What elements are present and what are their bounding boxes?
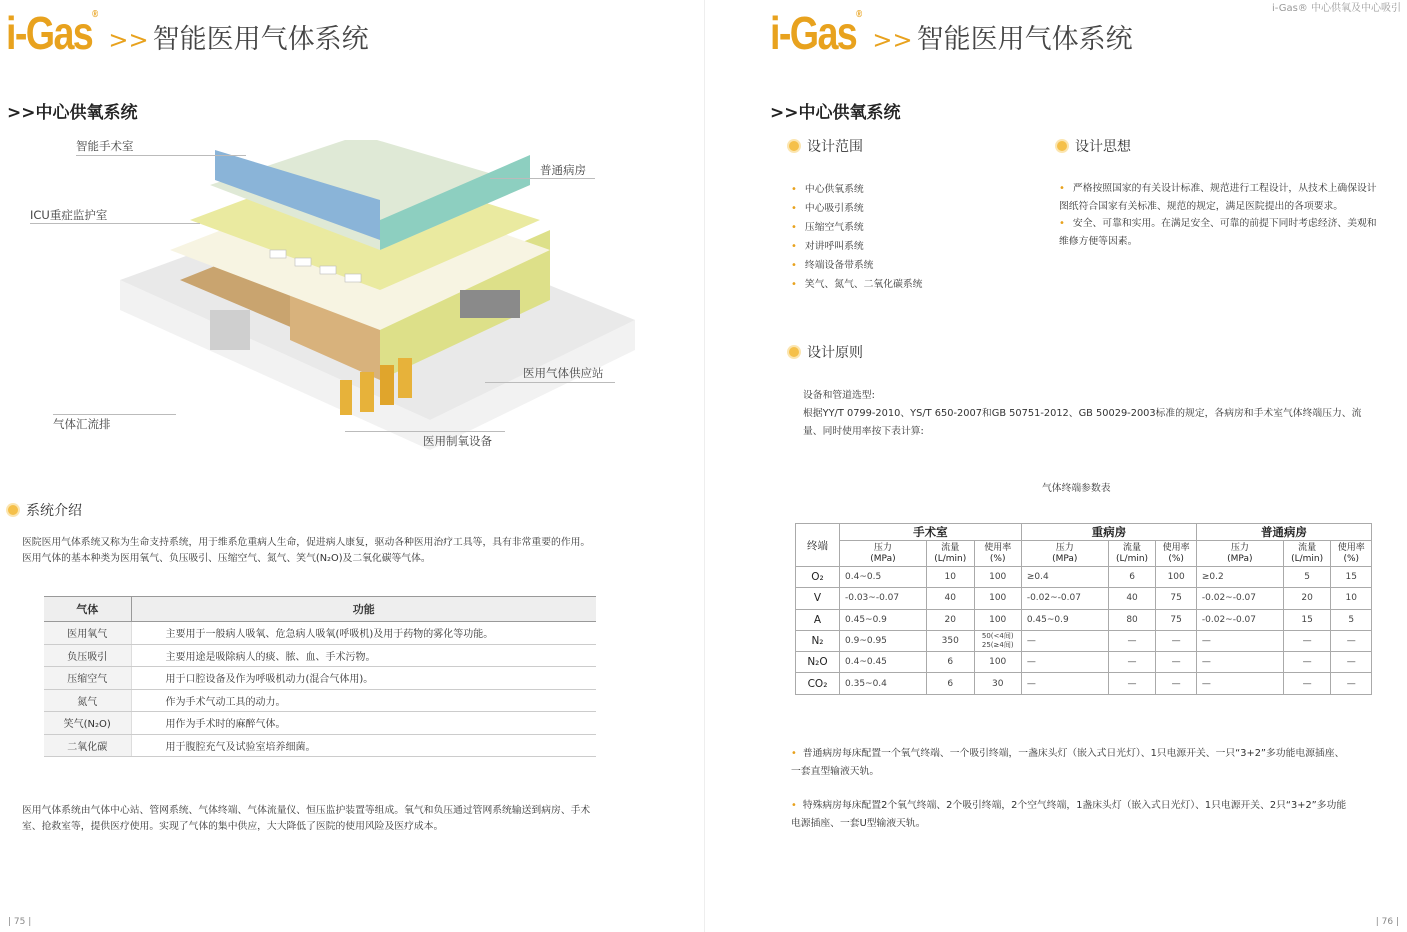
bullet-dot-icon [8, 505, 18, 515]
table-row [796, 673, 1372, 694]
leader-line [490, 178, 595, 179]
table-header: 气体 [44, 597, 131, 622]
list-item: • 对讲呼叫系统 [791, 237, 922, 256]
running-head: i-Gas® 中心供氧及中心吸引 [1271, 3, 1401, 14]
label-ward: 普通病房 [540, 163, 586, 177]
gas-function-table [44, 596, 596, 757]
idea-list [1059, 180, 1379, 250]
value-cell: 0.45~0.9 [840, 609, 927, 630]
brand-header [770, 7, 1133, 59]
table-subheader: 使用率 (%) [974, 541, 1021, 567]
brand-arrows: >> [872, 26, 913, 54]
value-cell: — [1283, 652, 1331, 673]
value-cell: 100 [974, 588, 1021, 609]
value-cell: ≥0.4 [1021, 567, 1108, 588]
value-cell: -0.03~-0.07 [840, 588, 927, 609]
value-cell: 6 [1108, 567, 1156, 588]
note-ward: • 普通病房每床配置一个氧气终端、一个吸引终端，一盏床头灯（嵌入式日光灯）、1只电源开关、一只“3+2”多功能电源插座、一套直型输液天轨。 [791, 748, 1345, 777]
brand-title: 智能医用气体系统 [916, 24, 1133, 55]
table-header-row [44, 597, 596, 622]
value-cell: — [1021, 630, 1108, 651]
system-text: 医用气体系统由气体中心站、管网系统、气体终端、气体流量仪、恒压监护装置等组成。氧气和负压通过管网系统输送到病房、手术室、抢救室等，提供医疗使用。实现了气体的集中供应，大大降低了医院的使用风险及医疗成本。 [22, 805, 591, 832]
value-cell: — [1331, 673, 1372, 694]
leader-line [30, 223, 200, 224]
table-row: 压缩空气 用于口腔设备及作为呼吸机动力(混合气体用)。 [44, 667, 596, 690]
table-subheader: 使用率 (%) [1156, 541, 1196, 567]
intro-heading: 系统介绍 [8, 500, 82, 520]
idea-heading: 设计思想 [1057, 136, 1131, 156]
table-header: 终端 [796, 524, 840, 567]
table-row [796, 652, 1372, 673]
label-or: 智能手术室 [76, 139, 134, 153]
gas-cell: N₂ [796, 630, 840, 651]
value-cell: 50(<4间) 25(≥4间) [974, 630, 1021, 651]
leader-line [76, 155, 246, 156]
value-cell: 75 [1156, 609, 1196, 630]
value-cell: 100 [974, 652, 1021, 673]
value-cell: 100 [974, 567, 1021, 588]
value-cell: — [1108, 652, 1156, 673]
scope-list [791, 180, 922, 294]
value-cell: 6 [926, 652, 974, 673]
table-subheader: 流量 (L/min) [926, 541, 974, 567]
value-cell: 0.9~0.95 [840, 630, 927, 651]
table-subheader: 压力 (MPa) [840, 541, 927, 567]
table-header: 手术室 [840, 524, 1022, 541]
value-cell: 5 [1331, 609, 1372, 630]
table-row [796, 609, 1372, 630]
value-cell: -0.02~-0.07 [1196, 609, 1283, 630]
value-cell: 20 [926, 609, 974, 630]
list-item: • 中心供氧系统 [791, 180, 922, 199]
value-cell: — [1021, 652, 1108, 673]
principle-l2: 根据YY/T 0799-2010、YS/T 650-2007和GB 50751-2012、GB 50029-2003标准的规定，各病房和手术室气体终端压力、流量、同时使用率按下表计算: [803, 408, 1362, 437]
list-item: • 笑气、氮气、二氧化碳系统 [791, 275, 922, 294]
brand-header [6, 7, 369, 59]
table-row [796, 567, 1372, 588]
value-cell: — [1021, 673, 1108, 694]
value-cell: 0.45~0.9 [1021, 609, 1108, 630]
list-item: • 压缩空气系统 [791, 218, 922, 237]
value-cell: 15 [1283, 609, 1331, 630]
value-cell: — [1283, 673, 1331, 694]
value-cell: 10 [1331, 588, 1372, 609]
value-cell: 40 [926, 588, 974, 609]
value-cell: — [1196, 673, 1283, 694]
table-subheader: 流量 (L/min) [1283, 541, 1331, 567]
value-cell: ≥0.2 [1196, 567, 1283, 588]
value-cell: 100 [1156, 567, 1196, 588]
label-icu: ICU重症监护室 [30, 208, 108, 222]
table-row [796, 588, 1372, 609]
value-cell: 80 [1108, 609, 1156, 630]
value-cell: 350 [926, 630, 974, 651]
gas-cell: N₂O [796, 652, 840, 673]
right-page [704, 0, 1407, 932]
table-header-row [796, 524, 1372, 541]
table-row: 笑气(N₂O) 用作为手术时的麻醉气体。 [44, 712, 596, 735]
table-row: 氮气 作为手术气动工具的动力。 [44, 689, 596, 712]
gas-cell: O₂ [796, 567, 840, 588]
table-row: 二氧化碳 用于腹腔充气及试验室培养细菌。 [44, 734, 596, 757]
value-cell: 40 [1108, 588, 1156, 609]
table-header: 重病房 [1021, 524, 1196, 541]
value-cell: — [1196, 630, 1283, 651]
igas-logo: i-Gas® [6, 7, 99, 59]
leader-line [345, 431, 505, 432]
value-cell: — [1156, 652, 1196, 673]
label-supply: 医用气体供应站 [523, 366, 604, 380]
value-cell: 20 [1283, 588, 1331, 609]
bullet-dot-icon [1057, 141, 1067, 151]
value-cell: 0.4~0.5 [840, 567, 927, 588]
value-cell: — [1156, 673, 1196, 694]
label-manifold: 气体汇流排 [53, 417, 111, 431]
table-row: 负压吸引 主要用途是吸除病人的痰、脓、血、手术污物。 [44, 644, 596, 667]
gas-cell: A [796, 609, 840, 630]
list-item: • 终端设备带系统 [791, 256, 922, 275]
section-title: >>中心供氧系统 [770, 103, 901, 123]
value-cell: — [1283, 630, 1331, 651]
table-header: 功能 [131, 597, 596, 622]
note-special-ward: • 特殊病房每床配置2个氧气终端、2个吸引终端，2个空气终端，1盏床头灯（嵌入式日光灯）、1只电源开关、2只“3+2”多功能电源插座、一套U型输液天轨。 [791, 800, 1347, 829]
table-subheader: 流量 (L/min) [1108, 541, 1156, 567]
igas-logo: i-Gas® [770, 7, 863, 59]
parameter-table [795, 523, 1372, 695]
value-cell: 10 [926, 567, 974, 588]
value-cell: — [1331, 630, 1372, 651]
value-cell: — [1108, 673, 1156, 694]
value-cell: -0.02~-0.07 [1196, 588, 1283, 609]
list-item: • 中心吸引系统 [791, 199, 922, 218]
principle-l1: 设备和管道选型: [803, 390, 875, 401]
value-cell: 0.4~0.45 [840, 652, 927, 673]
building-illustration [80, 140, 640, 460]
table-subheader-row [796, 541, 1372, 567]
value-cell: 0.35~0.4 [840, 673, 927, 694]
bullet-dot-icon [789, 347, 799, 357]
value-cell: — [1196, 652, 1283, 673]
value-cell: 15 [1331, 567, 1372, 588]
table-header: 普通病房 [1196, 524, 1371, 541]
table-caption: 气体终端参数表 [1042, 483, 1111, 494]
table-subheader: 使用率 (%) [1331, 541, 1372, 567]
leader-line [485, 382, 615, 383]
gas-cell: CO₂ [796, 673, 840, 694]
value-cell: — [1108, 630, 1156, 651]
value-cell: -0.02~-0.07 [1021, 588, 1108, 609]
intro-text: 医院医用气体系统又称为生命支持系统，用于维系危重病人生命，促进病人康复，驱动各种医用治疗工具等，具有非常重要的作用。医用气体的基本种类为医用氧气、负压吸引、压缩空气、氮气、笑气(N₂O)及二氧化碳等气体。 [22, 537, 591, 564]
value-cell: 5 [1283, 567, 1331, 588]
bullet-dot-icon [789, 141, 799, 151]
table-row: 医用氧气 主要用于一般病人吸氧、危急病人吸氧(呼吸机)及用于药物的雾化等功能。 [44, 622, 596, 645]
value-cell: 75 [1156, 588, 1196, 609]
value-cell: — [1331, 652, 1372, 673]
brand-arrows: >> [108, 26, 149, 54]
brand-title: 智能医用气体系统 [152, 24, 369, 55]
page-number: | 75 | [8, 917, 32, 927]
table-subheader: 压力 (MPa) [1196, 541, 1283, 567]
scope-heading: 设计范围 [789, 136, 863, 156]
table-subheader: 压力 (MPa) [1021, 541, 1108, 567]
section-title: >>中心供氧系统 [7, 103, 138, 123]
label-o2gen: 医用制氧设备 [423, 434, 492, 448]
value-cell: 30 [974, 673, 1021, 694]
value-cell: — [1156, 630, 1196, 651]
leader-line [53, 414, 176, 415]
value-cell: 100 [974, 609, 1021, 630]
value-cell: 6 [926, 673, 974, 694]
left-page [0, 0, 703, 932]
list-item: • 严格按照国家的有关设计标准、规范进行工程设计，从技术上确保设计图纸符合国家有关标准、规范的规定，满足医院提出的各项要求。 [1059, 180, 1379, 215]
gas-cell: V [796, 588, 840, 609]
page-number: | 76 | [1375, 917, 1399, 927]
list-item: • 安全、可靠和实用。在满足安全、可靠的前提下同时考虑经济、美观和维修方便等因素。 [1059, 215, 1379, 250]
principle-heading: 设计原则 [789, 342, 863, 362]
table-row [796, 630, 1372, 651]
